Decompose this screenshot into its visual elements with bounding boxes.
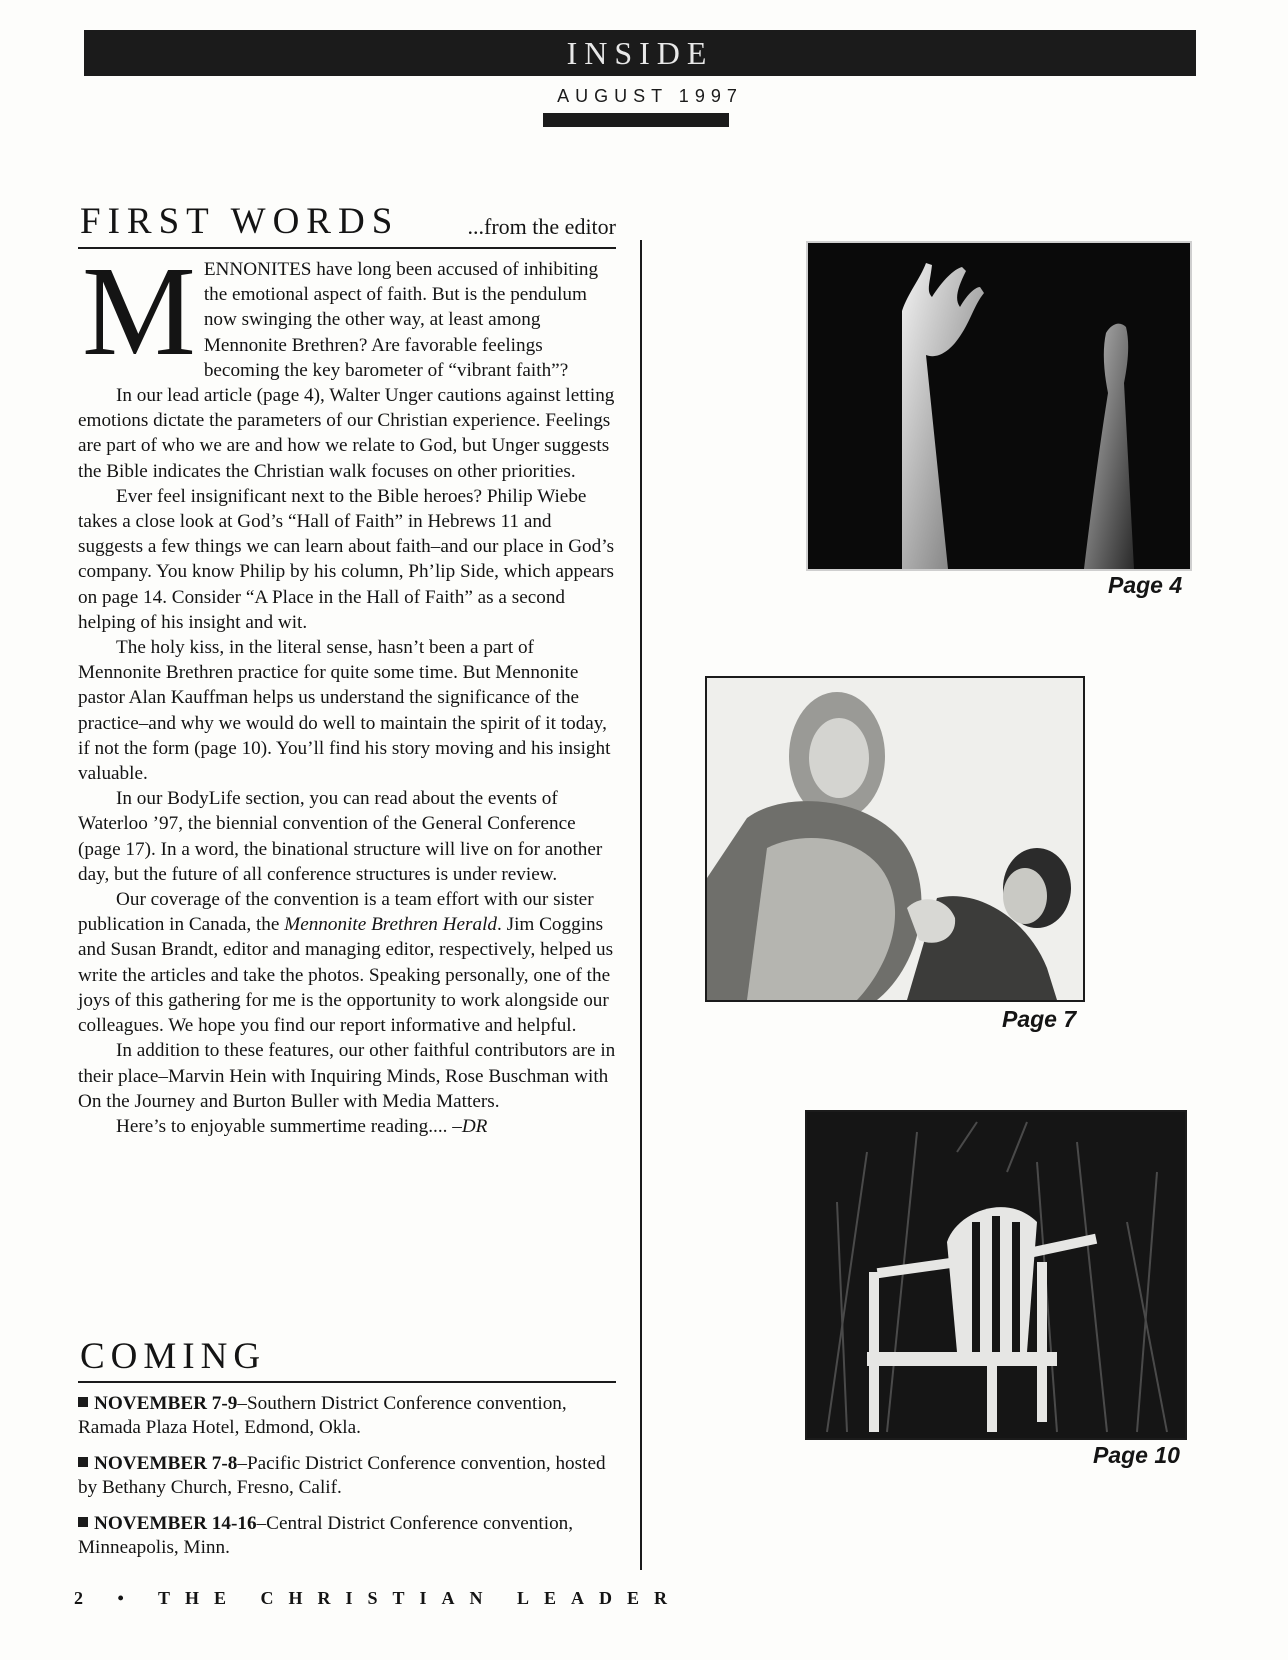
article-paragraph bbox=[78, 240, 616, 383]
page-number: 2 bbox=[74, 1588, 98, 1608]
inside-banner bbox=[84, 30, 1196, 76]
article-paragraph: In our BodyLife section, you can read about the events of Waterloo ’97, the biennial convention of the General Conference (page 17). In a word, the binational structure will live on for another day, but the future of all conference structures is under review. bbox=[78, 788, 603, 885]
photo-caption: Page 7 bbox=[1002, 1006, 1077, 1032]
event-date: NOVEMBER 7-9 bbox=[94, 1393, 238, 1414]
photo-embrace bbox=[705, 676, 1085, 1002]
bullet-square-icon bbox=[78, 1457, 88, 1467]
first-words-subtitle: ...from the editor bbox=[467, 214, 616, 239]
coming-events-list bbox=[78, 1392, 616, 1572]
date-underline-bar bbox=[543, 113, 729, 127]
editor-signature: –DR bbox=[452, 1115, 488, 1137]
bullet-square-icon bbox=[78, 1397, 88, 1407]
issue-date: AUGUST 1997 bbox=[557, 86, 743, 106]
event-description: –Central District Conference convention, Minneapolis, Minn. bbox=[78, 1513, 574, 1558]
drop-cap: M bbox=[82, 240, 196, 382]
event-item bbox=[78, 1512, 616, 1560]
coming-title: COMING bbox=[80, 1336, 267, 1377]
banner-title: INSIDE bbox=[566, 34, 714, 71]
article-paragraph bbox=[78, 887, 616, 1038]
event-description: –Southern District Conference convention, Ramada Plaza Hotel, Edmond, Okla. bbox=[78, 1393, 567, 1438]
photo-chair-in-grass bbox=[805, 1110, 1187, 1440]
article-paragraph: In addition to these features, our other faithful contributors are in their place–Marvin Hein with Inquiring Minds, Rose Buschman with On the Journey and Burton Buller with Media Matters. bbox=[78, 1040, 616, 1112]
event-item bbox=[78, 1452, 616, 1500]
publication-name: THE CHRISTIAN LEADER bbox=[158, 1588, 683, 1608]
article-paragraph-text: ENNONITES have long been accused of inhibiting the emotional aspect of faith. But is the pendulum now swinging the other way, at least among Mennonite Brethren? Are favorable feelings becoming the key barometer of “vibrant faith”? bbox=[203, 259, 599, 381]
event-item bbox=[78, 1392, 616, 1440]
article-paragraph: In our lead article (page 4), Walter Unger cautions against letting emotions dictate the parameters of our Christian experience. Feelings are part of who we are and how we relate to God, but Unger suggests the Bible indicates the Christian walk focuses on other priorities. bbox=[78, 385, 615, 482]
event-date: NOVEMBER 14-16 bbox=[94, 1513, 257, 1534]
paragraph-text: Our coverage of the convention is a team effort with our sister publication in Canada, the bbox=[78, 889, 594, 936]
editor-article bbox=[78, 240, 616, 1139]
publication-title: Mennonite Brethren Herald bbox=[284, 914, 498, 936]
bullet-square-icon bbox=[78, 1517, 88, 1527]
article-paragraph: The holy kiss, in the literal sense, hasn’t been a part of Mennonite Brethren practice for quite some time. But Mennonite pastor Alan Kauffman helps us understand the significance of the practice–and why we would do well to maintain the spirit of it today, if not the form (page 10). You’ll find his story moving and his insight valuable. bbox=[78, 637, 611, 785]
paragraph-text: Here’s to enjoyable summertime reading.... bbox=[116, 1115, 453, 1137]
coming-header bbox=[78, 1333, 616, 1383]
event-description: –Pacific District Conference convention, hosted by Bethany Church, Fresno, Calif. bbox=[78, 1453, 606, 1498]
photo-raised-hands bbox=[806, 241, 1192, 571]
article-paragraph: Ever feel insignificant next to the Bible heroes? Philip Wiebe takes a close look at God’s “Hall of Faith” in Hebrews 11 and suggests a few things we can learn about faith–and our place in God’s company. You know Philip by his column, Ph’lip Side, which appears on page 14. Consider “A Place in the Hall of Faith” as a second helping of his insight and wit. bbox=[78, 485, 615, 633]
paragraph-text: . Jim Coggins and Susan Brandt, editor and managing editor, respectively, helped us write the articles and take the photos. Speaking personally, one of the joys of this gathering for me is the opportunity to work alongside our colleagues. We hope you find our report informative and helpful. bbox=[78, 914, 614, 1037]
photo-caption: Page 10 bbox=[1093, 1442, 1180, 1468]
column-divider bbox=[640, 240, 642, 1570]
page-footer bbox=[74, 1588, 682, 1609]
event-date: NOVEMBER 7-8 bbox=[94, 1453, 238, 1474]
first-words-title: FIRST WORDS bbox=[80, 201, 400, 242]
photo-caption: Page 4 bbox=[1108, 572, 1183, 598]
footer-separator: • bbox=[117, 1588, 139, 1608]
article-paragraph bbox=[78, 1114, 616, 1139]
